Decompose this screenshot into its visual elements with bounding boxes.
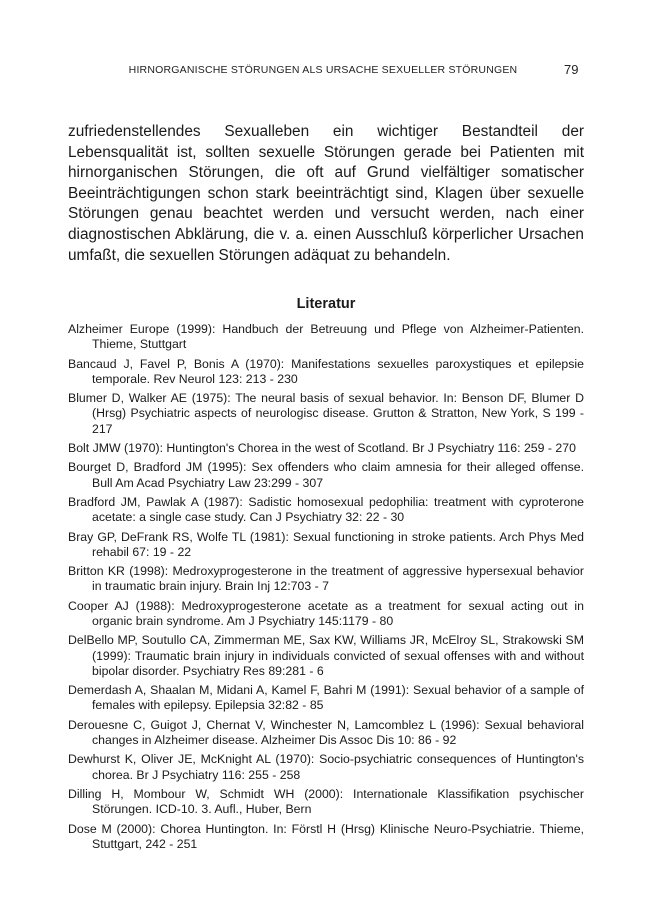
reference-entry: Dewhurst K, Oliver JE, McKnight AL (1970): Socio-psychiatric consequences of Huntington's chorea. Br J Psychiatry 116: 255 - 258 [68,752,584,782]
reference-entry: Blumer D, Walker AE (1975): The neural basis of sexual behavior. In: Benson DF, Blumer D (Hrsg) Psychiatric aspects of neurologisc disease. Grutton & Stratton, New York, S 199 - 217 [68,391,584,436]
running-head: HIRNORGANISCHE STÖRUNGEN ALS URSACHE SEXUELLER STÖRUNGEN [128,64,518,76]
reference-entry: Alzheimer Europe (1999): Handbuch der Betreuung und Pflege von Alzheimer-Patienten. Thieme, Stuttgart [68,322,584,352]
page-number: 79 [564,62,579,77]
reference-entry: Dose M (2000): Chorea Huntington. In: Förstl H (Hrsg) Klinische Neuro-Psychiatrie. Thieme, Stuttgart, 242 - 251 [68,821,584,851]
references-heading: Literatur [296,296,356,312]
reference-entry: Bolt JMW (1970): Huntington's Chorea in the west of Scotland. Br J Psychiatry 116: 259 - 270 [68,440,576,455]
reference-entry: Dilling H, Mombour W, Schmidt WH (2000): Internationale Klassifikation psychischer Störungen. ICD-10. 3. Aufl., Huber, Bern [68,786,584,817]
reference-entry: Demerdash A, Shaalan M, Midani A, Kamel F, Bahri M (1991): Sexual behavior of a sample of females with epilepsy. Epilepsia 32:82 - 85 [68,683,584,713]
reference-entry: Bourget D, Bradford JM (1995): Sex offenders who claim amnesia for their alleged offense. Bull Am Acad Psychiatry Law 23:299 - 307 [68,460,584,490]
reference-entry: Britton KR (1998): Medroxyprogesterone in the treatment of aggressive hypersexual behavior in traumatic brain injury. Brain Inj 12:703 - 7 [68,564,584,594]
reference-entry: Bray GP, DeFrank RS, Wolfe TL (1981): Sexual functioning in stroke patients. Arch Phys Med rehabil 67: 19 - 22 [68,529,584,559]
reference-entry: DelBello MP, Soutullo CA, Zimmerman ME, Sax KW, Williams JR, McElroy SL, Strakowski SM (1999): Traumatic brain injury in individuals convicted of sexual offenses with and without bipolar disorder. Psychiatry Res 89:281 - 6 [68,633,584,678]
reference-entry: Bradford JM, Pawlak A (1987): Sadistic homosexual pedophilia: treatment with cyproterone acetate: a single case study. Can J Psychiatry 32: 22 - 30 [68,494,584,525]
reference-entry: Cooper AJ (1988): Medroxyprogesterone acetate as a treatment for sexual acting out in organic brain syndrome. Am J Psychiatry 145:1179 - 80 [68,598,584,628]
reference-entry: Bancaud J, Favel P, Bonis A (1970): Manifestations sexuelles paroxystiques et epilepsie temporale. Rev Neurol 123: 213 - 230 [68,356,584,386]
body-paragraph: zufriedenstellendes Sexualleben ein wichtiger Bestandteil der Lebensqualität ist, sollten sexuelle Störungen gerade bei Patienten mit hirnorganischen Störungen, die oft auf Grund vielfältiger somatischer Beeinträchtigungen schon stark beeinträchtigt sind, Klagen über sexuelle Störungen genau beachtet werden und versucht werden, nach einer diagnostischen Abklärung, die v. a. einen Ausschluß körperlicher Ursachen umfaßt, die sexuellen Störungen adäquat zu behandeln. [68,123,584,264]
reference-list [68,322,584,856]
reference-entry: Derouesne C, Guigot J, Chernat V, Winchester N, Lamcomblez L (1996): Sexual behavioral changes in Alzheimer disease. Alzheimer Dis Assoc Dis 10: 86 - 92 [68,717,584,747]
